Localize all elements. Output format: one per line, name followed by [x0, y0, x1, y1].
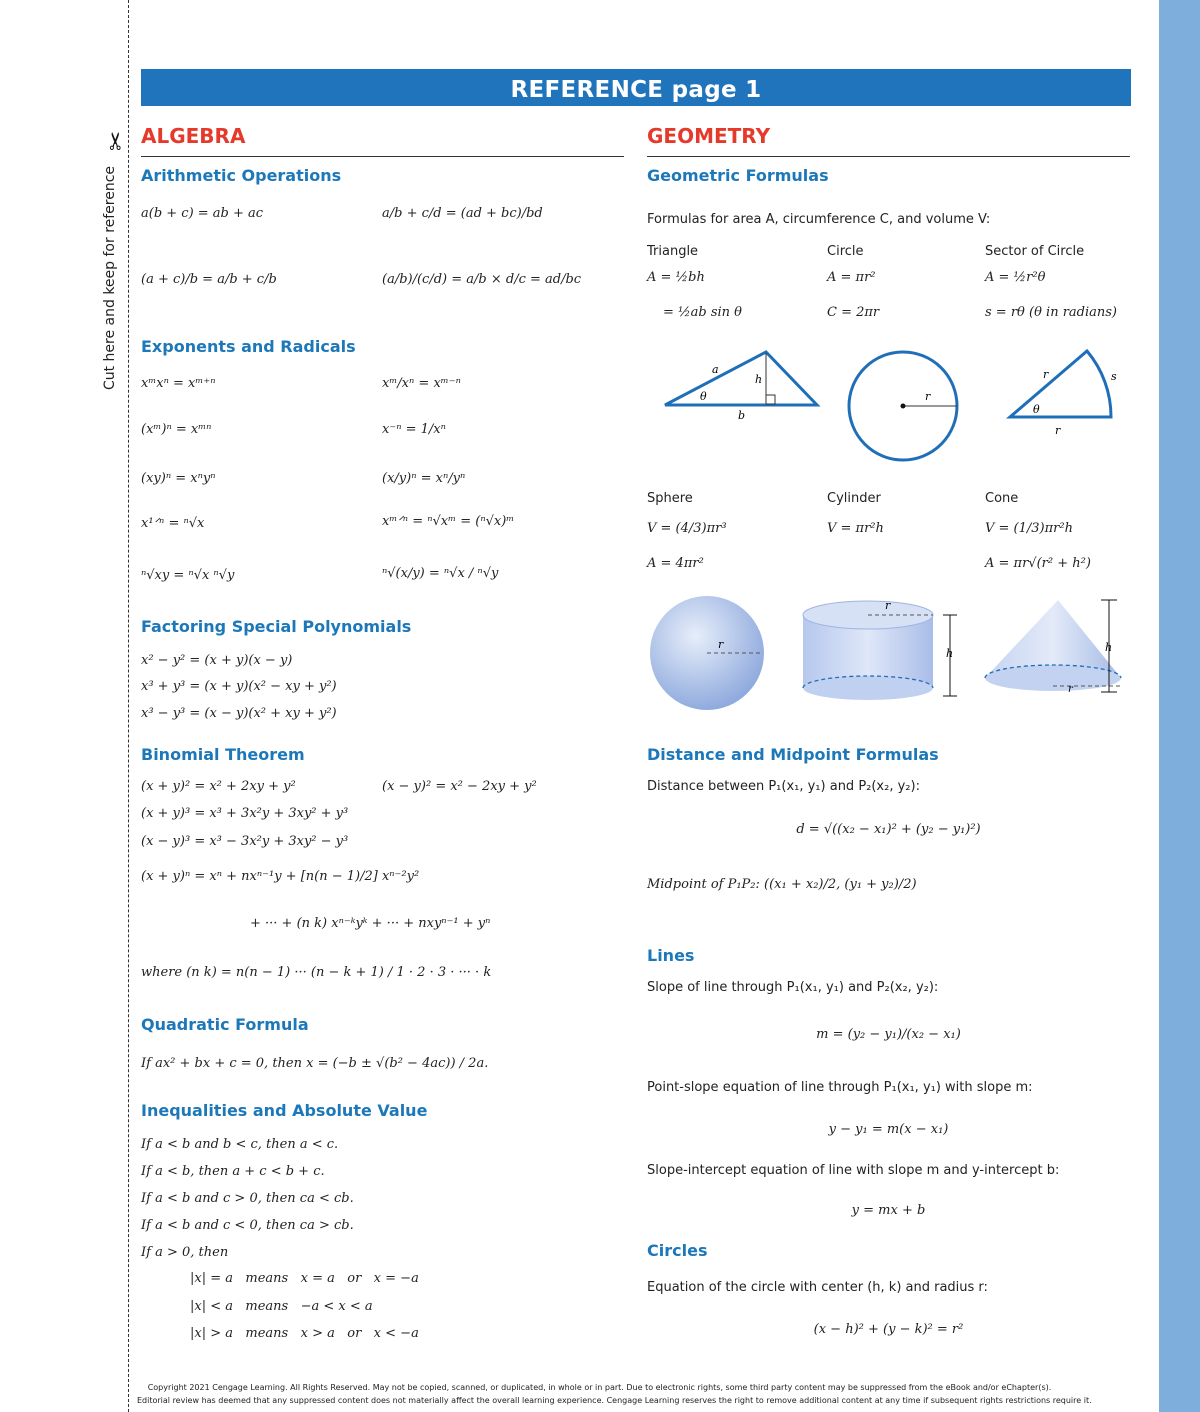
formula: A = ½r²θ	[985, 270, 1046, 285]
label-r: r	[718, 638, 724, 651]
scissors-icon: ✂	[102, 130, 131, 152]
side-color-bar	[1159, 0, 1200, 1412]
circles-heading: Circles	[647, 1241, 708, 1260]
algebra-title: ALGEBRA	[141, 124, 246, 148]
distance-text: Distance between P₁(x₁, y₁) and P₂(x₂, y₂):	[647, 779, 920, 794]
formula: xᵐxⁿ = xᵐ⁺ⁿ	[141, 376, 216, 391]
label-s: s	[1111, 370, 1117, 383]
arith-heading: Arithmetic Operations	[141, 166, 342, 185]
formula: a/b + c/d = (ad + bc)/bd	[382, 206, 543, 221]
circle-label: Circle	[827, 244, 864, 259]
formula: A = ½bh	[647, 270, 705, 285]
formula: x³ − y³ = (x − y)(x² + xy + y²)	[141, 706, 337, 721]
formula: If a > 0, then	[141, 1245, 229, 1260]
sphere-figure	[648, 592, 768, 714]
triangle-figure	[660, 345, 825, 420]
cut-line	[128, 0, 129, 1412]
formula: (x/y)ⁿ = xⁿ/yⁿ	[382, 471, 466, 486]
circle-figure	[845, 348, 961, 464]
circles-text: Equation of the circle with center (h, k) and radius r:	[647, 1280, 988, 1295]
formula: (x − h)² + (y − k)² = r²	[813, 1322, 964, 1337]
algebra-rule	[141, 156, 624, 157]
formula: (x − y)² = x² − 2xy + y²	[382, 779, 537, 794]
label-b: b	[738, 409, 746, 420]
formula: s = rθ (θ in radians)	[985, 305, 1118, 320]
formula: |x| = a means x = a or x = −a	[190, 1271, 419, 1286]
label-h: h	[946, 647, 954, 660]
formula: x³ + y³ = (x + y)(x² − xy + y²)	[141, 679, 337, 694]
formula: (x + y)ⁿ = xⁿ + nxⁿ⁻¹y + [n(n − 1)/2] xⁿ⁻²y²	[141, 869, 420, 884]
formula: + ··· + (n k) xⁿ⁻ᵏyᵏ + ··· + nxyⁿ⁻¹ + yⁿ	[250, 916, 491, 931]
formula: x¹ᐟⁿ = ⁿ√x	[141, 516, 205, 531]
formula: A = πr²	[827, 270, 876, 285]
formula: If a < b and c > 0, then ca < cb.	[141, 1191, 354, 1206]
formula: x² − y² = (x + y)(x − y)	[141, 653, 293, 668]
cone-figure	[983, 596, 1123, 696]
formula: A = πr√(r² + h²)	[985, 556, 1091, 571]
geometry-rule	[647, 156, 1130, 157]
formula: ⁿ√(x/y) = ⁿ√x / ⁿ√y	[382, 566, 499, 581]
formula: (a + c)/b = a/b + c/b	[141, 272, 277, 287]
formula: A = 4πr²	[647, 556, 704, 571]
formula: xᵐ/xⁿ = xᵐ⁻ⁿ	[382, 376, 461, 391]
formula: If a < b and c < 0, then ca > cb.	[141, 1218, 354, 1233]
cut-instruction: Cut here and keep for reference	[102, 165, 118, 391]
formula: Midpoint of P₁P₂: ((x₁ + x₂)/2, (y₁ + y₂)/2)	[647, 877, 917, 892]
formula: V = πr²h	[827, 521, 884, 536]
footer-editorial: Editorial review has deemed that any suppressed content does not materially affect the overall learning experience. Cengage Learning reserves the right to remove additional content at any time if subsequent rights restrictions require it.	[137, 1396, 1092, 1405]
formula: a(b + c) = ab + ac	[141, 206, 264, 221]
sector-label: Sector of Circle	[985, 244, 1085, 259]
formula: y − y₁ = m(x − x₁)	[828, 1122, 949, 1137]
formula: |x| < a means −a < x < a	[190, 1299, 373, 1314]
label-theta: θ	[1033, 403, 1040, 416]
cone-label: Cone	[985, 491, 1019, 506]
formula: (xᵐ)ⁿ = xᵐⁿ	[141, 422, 212, 437]
lines-text: Point-slope equation of line through P₁(x₁, y₁) with slope m:	[647, 1080, 1033, 1095]
geometry-title: GEOMETRY	[647, 124, 771, 148]
formula: y = mx + b	[851, 1203, 926, 1218]
page-banner: REFERENCE page 1	[141, 69, 1131, 106]
formula: V = (4/3)πr³	[647, 521, 727, 536]
formula: = ½ab sin θ	[663, 305, 742, 320]
binom-heading: Binomial Theorem	[141, 745, 305, 764]
formula: d = √((x₂ − x₁)² + (y₂ − y₁)²)	[796, 822, 981, 837]
cylinder-figure	[800, 597, 970, 702]
formula: If a < b and b < c, then a < c.	[141, 1137, 339, 1152]
label-r: r	[925, 390, 931, 403]
exp-heading: Exponents and Radicals	[141, 337, 356, 356]
label-r: r	[885, 599, 891, 612]
lines-text: Slope-intercept equation of line with slope m and y-intercept b:	[647, 1163, 1060, 1178]
formula: C = 2πr	[827, 305, 880, 320]
label-theta: θ	[700, 390, 707, 403]
distance-heading: Distance and Midpoint Formulas	[647, 745, 939, 764]
formula: (xy)ⁿ = xⁿyⁿ	[141, 471, 216, 486]
formula: V = (1/3)πr²h	[985, 521, 1073, 536]
quad-heading: Quadratic Formula	[141, 1015, 309, 1034]
label-r: r	[1055, 424, 1061, 435]
lines-text: Slope of line through P₁(x₁, y₁) and P₂(x₂, y₂):	[647, 980, 939, 995]
formula: (x + y)² = x² + 2xy + y²	[141, 779, 296, 794]
sphere-label: Sphere	[647, 491, 693, 506]
label-a: a	[712, 363, 719, 376]
geo-formulas-heading: Geometric Formulas	[647, 166, 829, 185]
formula: If ax² + bx + c = 0, then x = (−b ± √(b² − 4ac)) / 2a.	[141, 1056, 489, 1071]
formula: xᵐᐟⁿ = ⁿ√xᵐ = (ⁿ√x)ᵐ	[382, 514, 515, 529]
geo-intro: Formulas for area A, circumference C, and volume V:	[647, 212, 991, 227]
formula: |x| > a means x > a or x < −a	[190, 1326, 419, 1341]
factor-heading: Factoring Special Polynomials	[141, 617, 412, 636]
formula: (x − y)³ = x³ − 3x²y + 3xy² − y³	[141, 834, 349, 849]
formula: m = (y₂ − y₁)/(x₂ − x₁)	[816, 1027, 961, 1042]
formula: ⁿ√xy = ⁿ√x ⁿ√y	[141, 568, 235, 583]
formula: If a < b, then a + c < b + c.	[141, 1164, 325, 1179]
label-r: r	[1043, 368, 1049, 381]
label-h: h	[1105, 641, 1113, 654]
ineq-heading: Inequalities and Absolute Value	[141, 1101, 428, 1120]
formula: (x + y)³ = x³ + 3x²y + 3xy² + y³	[141, 806, 349, 821]
formula: x⁻ⁿ = 1/xⁿ	[382, 422, 446, 437]
lines-heading: Lines	[647, 946, 695, 965]
label-r: r	[1068, 684, 1073, 695]
cylinder-label: Cylinder	[827, 491, 881, 506]
triangle-label: Triangle	[647, 244, 699, 259]
formula: where (n k) = n(n − 1) ··· (n − k + 1) / 1 · 2 · 3 · ··· · k	[141, 965, 492, 980]
footer-copyright: Copyright 2021 Cengage Learning. All Rights Reserved. May not be copied, scanned, or duplicated, in whole or in part. Due to electronic rights, some third party content may be suppressed from the eBook and/or eChapter(s).	[147, 1383, 1052, 1392]
sector-figure	[1005, 345, 1125, 435]
formula: (a/b)/(c/d) = a/b × d/c = ad/bc	[382, 272, 582, 287]
label-h: h	[755, 373, 763, 386]
